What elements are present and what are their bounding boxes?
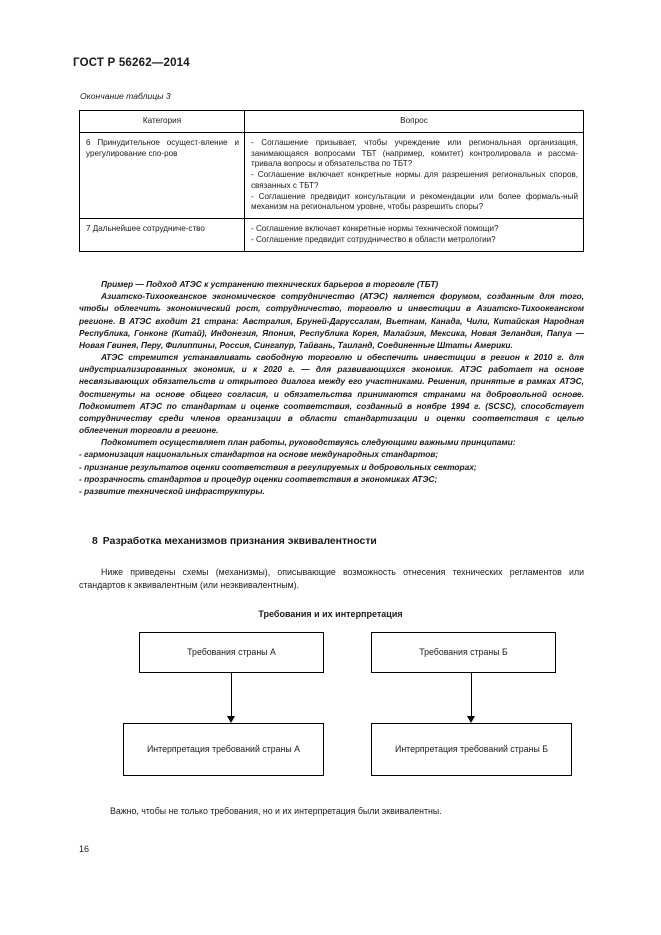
diagram-box-requirements-country-a: Требования страны А xyxy=(139,632,324,673)
table-header-row xyxy=(80,111,584,133)
question-item: - Соглашение включает конкретные нормы технической помощи? xyxy=(251,224,499,234)
arrow-head-b-icon xyxy=(467,716,475,723)
diagram-box-requirements-country-b: Требования страны Б xyxy=(371,632,556,673)
question-list xyxy=(245,219,583,251)
diagram-box-interpretation-country-b: Интерпретация требований страны Б xyxy=(371,723,572,776)
principle-item: - прозрачность стандартов и процедур оценки соответствия в экономиках АТЭС; xyxy=(79,473,438,484)
section-heading xyxy=(92,536,377,547)
diagram-box-interpretation-country-a: Интерпретация требований страны А xyxy=(123,723,324,776)
standard-header: ГОСТ Р 56262—2014 xyxy=(73,57,190,69)
column-header-category: Категория xyxy=(80,111,245,133)
question-item: - Соглашение предвидит сотрудничество в области метрологии? xyxy=(251,234,496,244)
question-list xyxy=(245,133,583,218)
table-caption: Окончание таблицы 3 xyxy=(80,91,171,101)
category-text: 7 Дальнейшее сотрудниче-ство xyxy=(86,224,205,234)
principle-item: - развитие технической инфраструктуры. xyxy=(79,485,265,496)
table-cell-questions xyxy=(245,219,584,252)
table-cell-category xyxy=(80,219,245,252)
example-paragraph-2: АТЭС стремится устанавливать свободную торговлю и обеспечить инвестиции в регион к 2010 г. для индустриализированных экономик, и к 2020 г. — для развивающихся экономик. АТЭС работает на основе несвязывающих обязательств и открытого диалога между его участниками. Решения, принятые в рамках АТЭС, достигнуты на основе общего согласия, и обязательства принимаются странами на добровольной основе. Подкомитет АТЭС по стандартам и оценке соответствия, созданный в ноябре 1994 г. (SCSC), способствует сотрудничеству среди членов организации в области стандартизации и оценки соответствия с целью облегчения торговли в регионе. xyxy=(79,352,584,436)
table-row xyxy=(80,132,584,218)
example-title: Пример — Подход АТЭС к устранению технических барьеров в торговле (ТБТ) xyxy=(101,279,439,289)
section-intro-text: Ниже приведены схемы (механизмы), описывающие возможность отнесения технических регламентов или стандартов к эквивалентным (или неэквивалентным). xyxy=(79,567,584,591)
principle-item: - гармонизация национальных стандартов на основе международных стандартов; xyxy=(79,449,439,460)
table-row xyxy=(80,219,584,252)
example-paragraph-1: Азиатско-Тихоокеанское экономическое сотрудничество (АТЭС) является форумом, созданным для того, чтобы облегчить экономический рост, сотрудничество, торговлю и инвестиции в Азиатско-Тихоокеанском регионе. В АТЭС входит 21 страна: Австралия, Бруней-Даруссалам, Вьетнам, Канада, Чили, Китайская Народная Республика, Гонконг (Китай), Индонезия, Япония, Республика Корея, Малайзия, Мексика, Новая Зеландия, Папуа — Новая Гвинея, Перу, Филиппины, Россия, Сингапур, Тайвань, Таиланд, Соединенные Штаты Америки. xyxy=(79,291,584,350)
equivalence-diagram xyxy=(79,630,584,790)
arrow-line-a xyxy=(231,673,232,716)
example-paragraph-3: Подкомитет осуществляет план работы, руководствуясь следующими важными принципами: xyxy=(101,437,516,448)
section-number: 8 xyxy=(92,536,98,547)
example-block xyxy=(79,278,584,497)
table-cell-questions xyxy=(245,132,584,218)
arrow-line-b xyxy=(471,673,472,716)
arrow-head-a-icon xyxy=(227,716,235,723)
question-item: - Соглашение призывает, чтобы учреждение или региональная организация, занимающаяся вопросами ТБТ (например, комитет) контролировала и рассма-тривала вопросы и обязательства по ТБТ? xyxy=(251,137,578,169)
category-text: 6 Принудительное осущест-вление и урегулирование спо-ров xyxy=(86,137,239,158)
question-item: - Соглашение включает конкретные нормы для разрешения региональных споров, связанных с ТБТ? xyxy=(251,170,578,190)
principle-item: - признание результатов оценки соответствия в регулируемых и добровольных секторах; xyxy=(79,461,477,472)
closing-paragraph: Важно, чтобы не только требования, но и их интерпретация были эквивалентны. xyxy=(110,806,442,816)
column-header-question: Вопрос xyxy=(245,111,584,133)
section-intro-paragraph xyxy=(79,566,584,592)
section-title: Разработка механизмов признания эквивалентности xyxy=(102,536,377,547)
requirements-table xyxy=(79,110,584,252)
question-item: - Соглашение предвидит консультации и рекомендации или более формаль-ный механизм на региональном уровне, чтобы разрешить споры? xyxy=(251,191,578,212)
table-cell-category xyxy=(80,132,245,218)
page-number: 16 xyxy=(79,844,90,854)
diagram-title: Требования и их интерпретация xyxy=(258,609,403,619)
